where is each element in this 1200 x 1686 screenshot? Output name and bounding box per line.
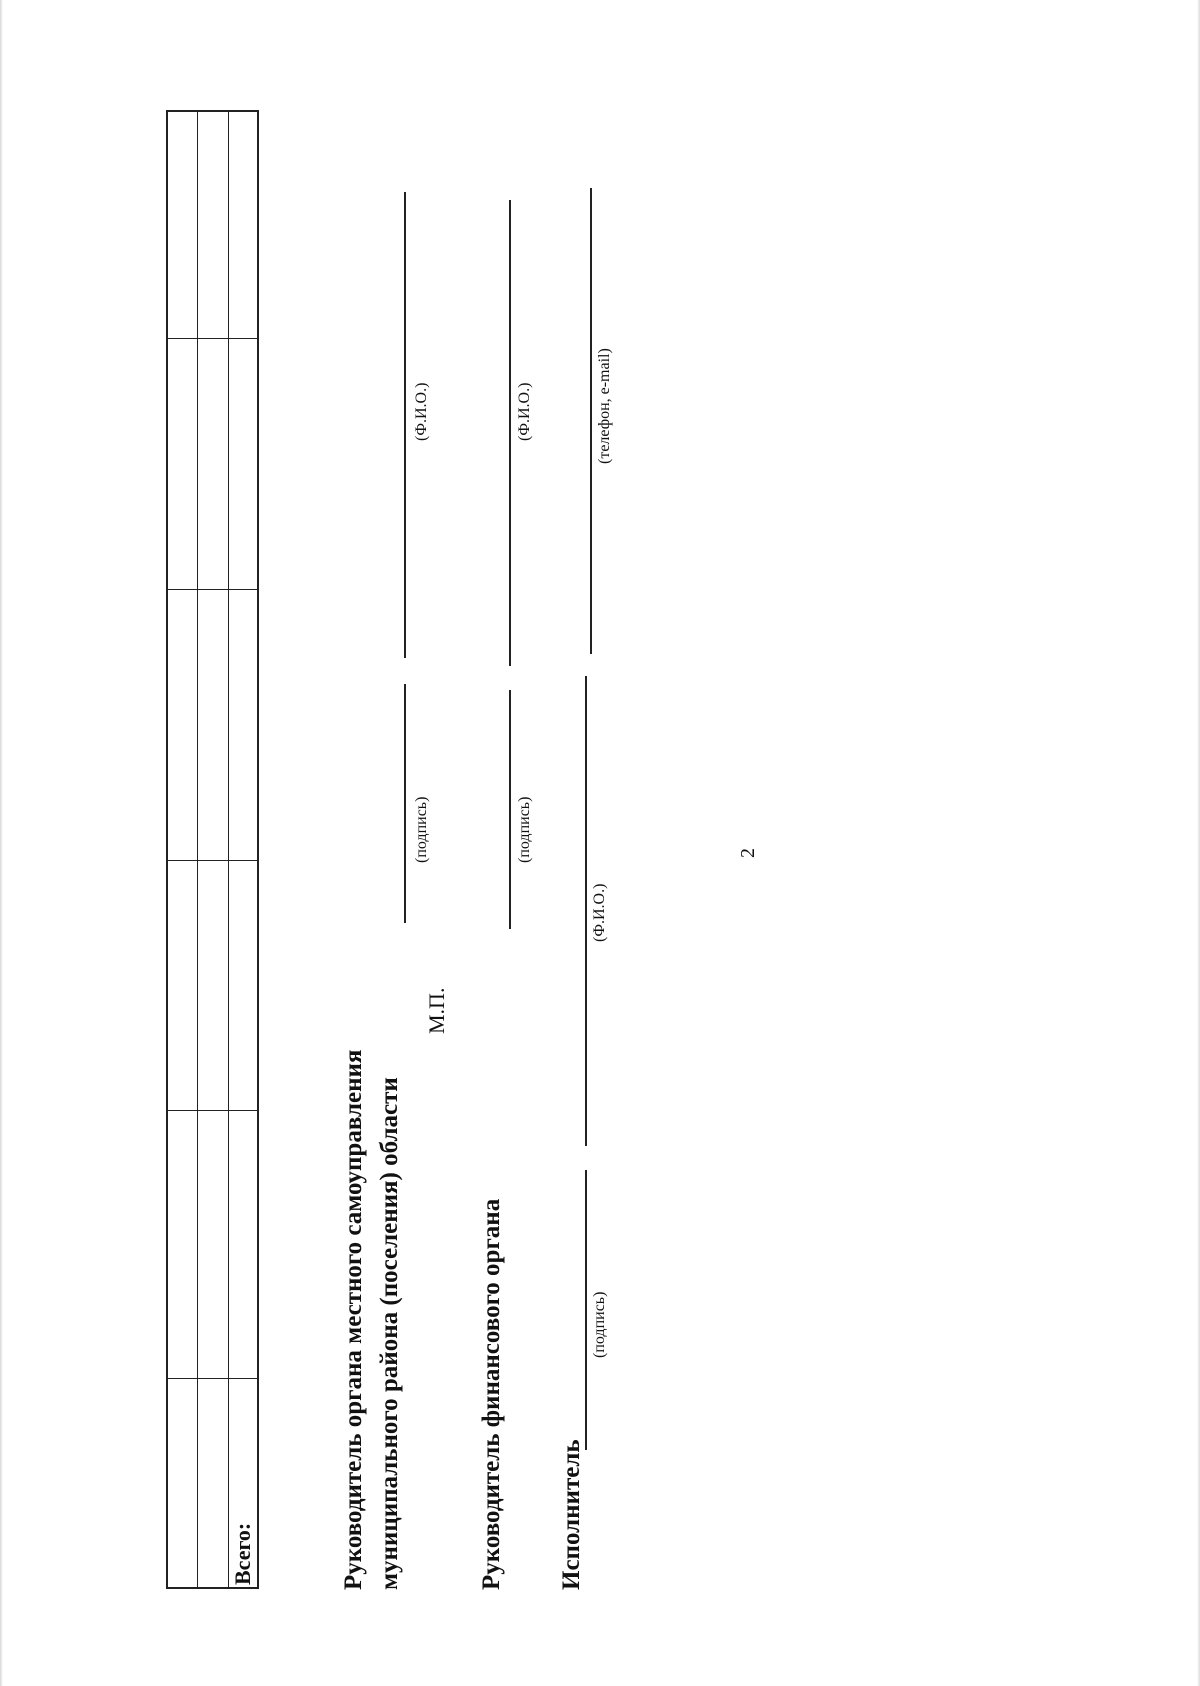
finance-fio-line	[509, 200, 511, 666]
executor-contact-line	[590, 188, 592, 654]
stamp-label: М.П.	[424, 987, 449, 1034]
executor-fio-caption: (Ф.И.О.)	[591, 883, 608, 942]
finance-signature-line	[509, 690, 511, 929]
head-signature-caption: (подпись)	[413, 796, 430, 863]
table-total-label: Всего:	[230, 1522, 255, 1585]
finance-signature-caption: (подпись)	[516, 796, 533, 863]
head-title-line2: муниципального района (поселения) области	[376, 1077, 403, 1590]
finance-title: Руководитель финансового органа	[478, 1198, 505, 1590]
executor-fio-line	[585, 676, 587, 1146]
executor-title: Исполнитель	[558, 1439, 585, 1590]
executor-signature-line	[585, 1170, 587, 1450]
finance-fio-caption: (Ф.И.О.)	[516, 382, 533, 441]
page-number: 2	[737, 848, 759, 858]
executor-signature-caption: (подпись)	[591, 1291, 608, 1358]
head-title-line1: Руководитель органа местного самоуправления	[340, 1049, 367, 1590]
head-fio-line	[404, 192, 406, 658]
executor-contact-caption: (телефон, e-mail)	[596, 348, 613, 464]
scan-edge-left	[0, 0, 3, 1686]
head-signature-line	[404, 684, 406, 923]
head-fio-caption: (Ф.И.О.)	[413, 382, 430, 441]
